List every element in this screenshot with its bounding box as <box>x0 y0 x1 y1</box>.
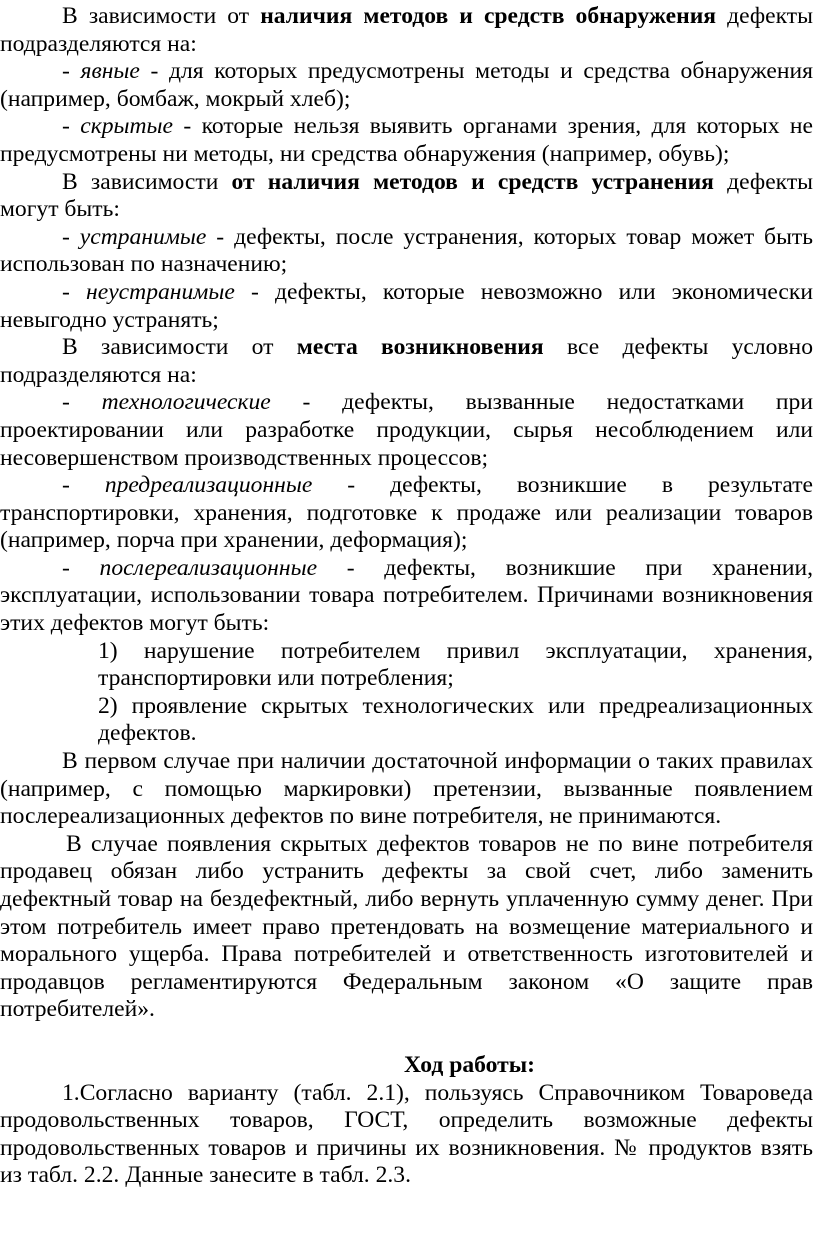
italic-term: неустранимые <box>86 278 235 305</box>
text: - дефекты, возникшие при хранении, эксплуатации, использовании товара потребителем. Причинами возникновения этих дефектов могут быть: <box>0 554 814 637</box>
text: В зависимости <box>62 168 232 195</box>
paragraph-origin <box>0 334 813 389</box>
list-item-post-sale <box>0 555 813 638</box>
italic-term: явные <box>80 58 140 85</box>
list-item-technological <box>0 389 813 472</box>
text: - для которых предусмотрены методы и средства обнаружения (например, бомбаж, мокрый хлеб); <box>0 58 813 112</box>
section-heading: Ход работы: <box>403 1051 536 1078</box>
list-item-explicit <box>0 58 813 113</box>
dash: - <box>62 554 100 581</box>
numbered-item-2: 2) проявление скрытых технологических или предреализационных дефектов. <box>98 692 813 747</box>
text: дефекты подразделяются на: <box>0 3 813 57</box>
italic-term: технологические <box>101 389 271 416</box>
italic-term: послереализационные <box>99 554 318 581</box>
text: В зависимости от <box>62 3 261 29</box>
text: - дефекты, после устранения, которых товар может быть использован по назначению; <box>0 223 813 278</box>
italic-term: устранимые <box>79 223 207 250</box>
list-item-non-removable <box>0 279 813 334</box>
list-item-pre-sale <box>0 472 813 555</box>
dash: - <box>62 472 105 499</box>
text: - дефекты, возникшие в результате транспортировки, хранения, подготовке к продаже или реализации товаров (например, порча при хранении, деформация); <box>0 472 813 554</box>
text: дефекты могут быть: <box>0 168 813 223</box>
list-item-hidden <box>0 113 813 168</box>
bold-term: от наличия методов и средств устранения <box>231 168 714 195</box>
text: все дефекты условно подразделяются на: <box>0 334 813 388</box>
dash: - <box>62 58 81 85</box>
text: - дефекты, вызванные недостатками при проектировании или разработке продукции, сырья несоблюдением или несовершенством производственных процессов; <box>0 389 813 471</box>
list-item-removable <box>0 224 813 279</box>
italic-term: предреализационные <box>104 472 313 499</box>
dash: - <box>62 389 102 416</box>
numbered-item-1: 1) нарушение потребителем привил эксплуатации, хранения, транспортировки или потребления; <box>98 637 813 692</box>
paragraph-hidden-defects: В случае появления скрытых дефектов товаров не по вине потребителя продавец обязан либо устранить дефекты за свой счет, либо заменить дефектный товар на бездефектный, либо вернуть уплаченную сумму денег. При этом потребитель имеет право претендовать на возмещение материального и морального ущерба. Права потребителей и ответственность изготовителей и продавцов регламентируются Федеральным законом «О защите прав потребителей». <box>0 830 813 1023</box>
paragraph-first-case: В первом случае при наличии достаточной информации о таких правилах (например, с помощью маркировки) претензии, вызванные появлением послереализационных дефектов по вине потребителя, не принимаются. <box>0 748 813 830</box>
text: - которые нельзя выявить органами зрения, для которых не предусмотрены ни методы, ни средства обнаружения (например, обувь); <box>0 113 814 167</box>
italic-term: скрытые <box>80 113 174 140</box>
paragraph-task: 1.Согласно варианту (табл. 2.1), пользуясь Справочником Товароведа продовольственных товаров, ГОСТ, определить возможные дефекты продовольственных товаров и причины их возникновения. № продуктов взять из табл. 2.2. Данные занесите в табл. 2.3. <box>0 1079 813 1189</box>
dash: - <box>62 223 80 250</box>
document-page <box>0 3 813 1190</box>
text: В зависимости от <box>62 334 297 361</box>
bold-term: наличия методов и средств обнаружения <box>260 3 717 29</box>
paragraph-detection <box>0 3 813 58</box>
text: - дефекты, которые невозможно или экономически невыгодно устранять; <box>0 278 813 333</box>
bold-term: места возникновения <box>296 334 544 361</box>
paragraph-elimination <box>0 169 813 224</box>
dash: - <box>62 278 87 305</box>
dash: - <box>62 113 81 140</box>
